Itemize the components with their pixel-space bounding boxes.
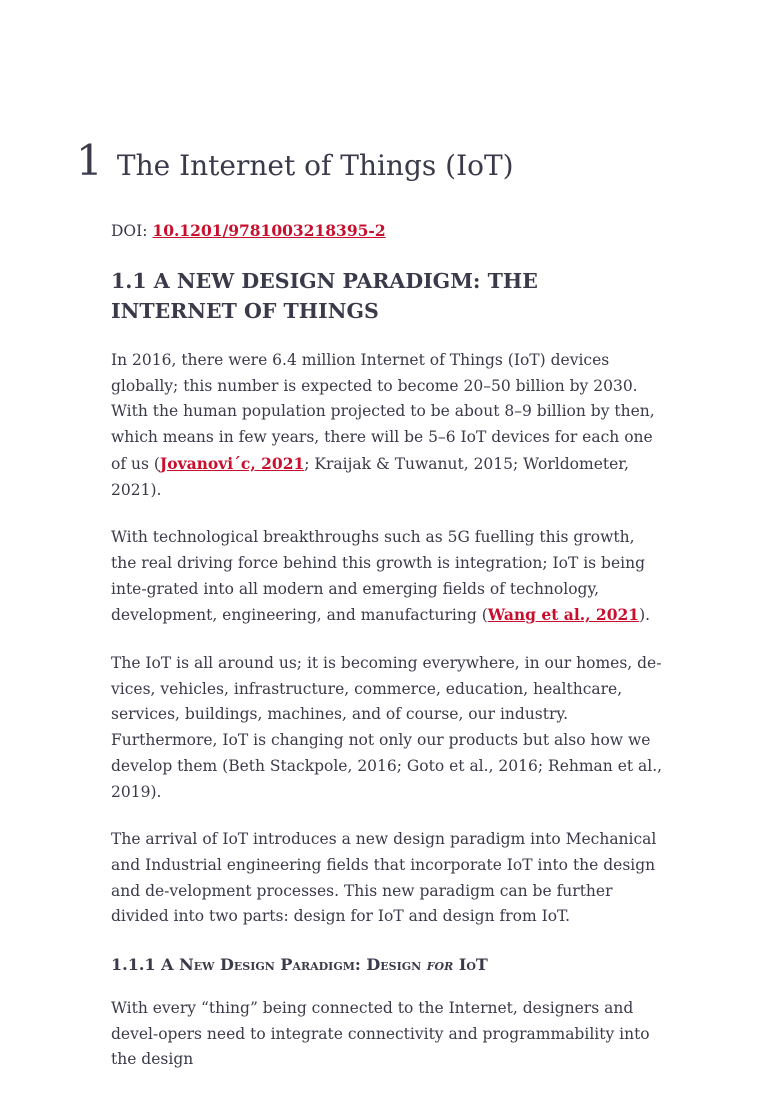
subsection-heading-prefix: 1.1.1 A New Design Paradigm: Design (111, 955, 427, 975)
chapter-title (76, 136, 514, 185)
citation-link-wang[interactable]: Wang et al., 2021 (487, 605, 640, 625)
citation-link-jovanovic[interactable]: Jovanovi´c, 2021 (159, 453, 305, 473)
chapter-title-text: The Internet of Things (IoT) (116, 149, 514, 182)
doi-link[interactable]: 10.1201/9781003218395-2 (152, 221, 386, 240)
paragraph-2-text: With technological breakthroughs such as 5G fuelling this growth, the real driving force behind this growth is integration; IoT is being inte-grated into all modern and emerging fields of technology, development, engineering, and manufacturing ( (111, 528, 646, 625)
doi-line (111, 218, 663, 244)
paragraph-4: The arrival of IoT introduces a new design paradigm into Mechanical and Industrial engineering fields that incorporate IoT into the design and de-velopment processes. This new paradigm can be further divided into two parts: design for IoT and design from IoT. (111, 830, 657, 926)
doi-label: DOI: (111, 222, 148, 240)
paragraph-2-text-end: ). (639, 606, 651, 625)
paragraph-5: With every “thing” being connected to the Internet, designers and devel-opers need to integrate connectivity and programmability into the design (111, 999, 650, 1069)
paragraph-1-text: In 2016, there were 6.4 million Internet of Things (IoT) devices globally; this number is expected to become 20–50 billion by 2030. With the human population projected to be about 8–9 billion by then, which means in few years, there will be 5–6 IoT devices for each one of us ( (111, 351, 655, 473)
subsection-heading-suffix: IoT (453, 955, 488, 975)
document-body (111, 218, 663, 1095)
section-heading: 1.1 A NEW DESIGN PARADIGM: THE INTERNET OF THINGS (111, 269, 538, 323)
paragraph-3: The IoT is all around us; it is becoming everywhere, in our homes, de-vices, vehicles, infrastructure, commerce, education, healthcare, services, buildings, machines, and of course, our industry. Furthermore, IoT is changing not only our products but also how we develop them (Beth Stackpole, 2016; Goto et al., 2016; Rehman et al., 2019). (111, 654, 663, 801)
subsection-heading-emphasis: for (426, 955, 454, 975)
subsection-heading (111, 952, 663, 977)
chapter-number: 1 (76, 136, 103, 185)
paragraph-1 (111, 348, 663, 503)
paragraph-1-text-end: ; Kraijak & Tuwanut, 2015; Worldometer, 2021). (111, 454, 629, 499)
paragraph-2 (111, 525, 663, 629)
